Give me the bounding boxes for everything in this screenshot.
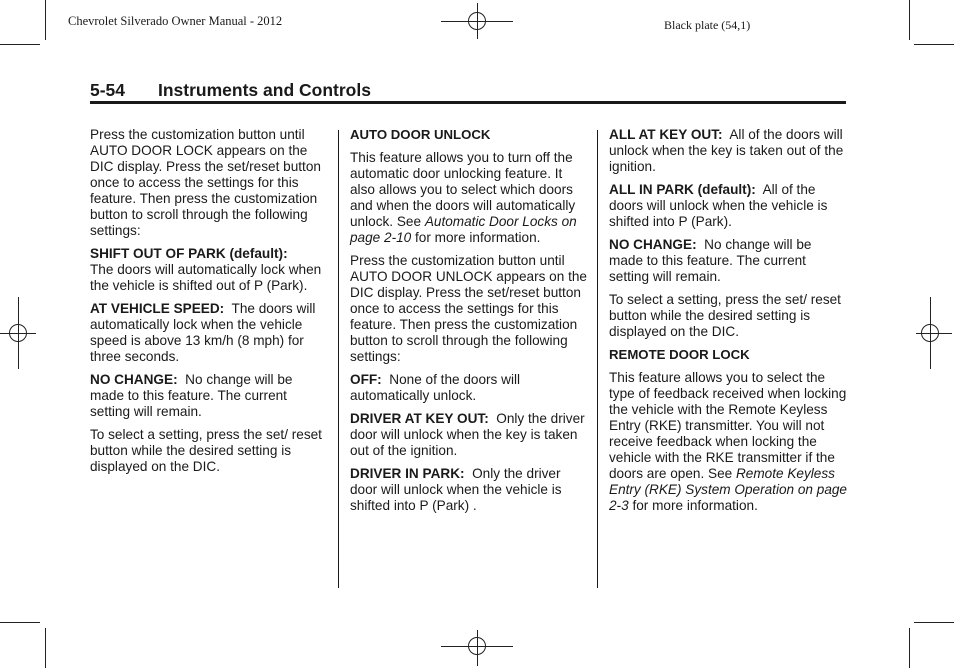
section-heading [90, 80, 371, 101]
manual-title: Chevrolet Silverado Owner Manual - 2012 [68, 14, 283, 28]
paragraph: Press the customization button until AUTO DOOR UNLOCK appears on the DIC display. Press the set/reset button once to access the settings for this feature. Then press the customization button to scroll through the following settings: [350, 253, 587, 364]
column-2 [350, 127, 590, 521]
setting-label: DRIVER IN PARK: [350, 466, 465, 481]
section-number: 5-54 [90, 80, 126, 100]
setting-label: NO CHANGE: [90, 372, 178, 387]
heading-rule [90, 101, 846, 104]
column-divider-1 [338, 130, 339, 588]
subsection-heading: REMOTE DOOR LOCK [609, 347, 750, 362]
paragraph: ALL IN PARK (default): All of the doors will unlock when the vehicle is shifted into P (Park). [609, 182, 828, 229]
paragraph: NO CHANGE: No change will be made to this feature. The current setting will remain. [609, 237, 812, 284]
subsection-heading: AUTO DOOR UNLOCK [350, 127, 491, 142]
paragraph: AT VEHICLE SPEED: The doors will automatically lock when the vehicle speed is above 13 km/h (8 mph) for three seconds. [90, 301, 316, 364]
column-3 [609, 127, 849, 521]
cross-reference[interactable]: Remote Keyless Entry (RKE) System Operation on page 2-3 [609, 466, 847, 513]
paragraph: DRIVER IN PARK: Only the driver door will unlock when the vehicle is shifted into P (Park) . [350, 466, 562, 513]
column-1 [90, 127, 330, 482]
setting-label: OFF: [350, 372, 382, 387]
paragraph: This feature allows you to turn off the automatic door unlocking feature. It also allows you to select which doors and when the doors will automatically unlock. See Automatic Door Locks on page 2-10 for more information. [350, 150, 577, 245]
paragraph: To select a setting, press the set/ reset button while the desired setting is displayed on the DIC. [90, 427, 322, 474]
paragraph: DRIVER AT KEY OUT: Only the driver door will unlock when the key is taken out of the ignition. [350, 411, 585, 458]
section-title: Instruments and Controls [158, 80, 371, 100]
paragraph: OFF: None of the doors will automatically unlock. [350, 372, 521, 403]
setting-label: DRIVER AT KEY OUT: [350, 411, 489, 426]
setting-label: NO CHANGE: [609, 237, 697, 252]
paragraph: ALL AT KEY OUT: All of the doors will unlock when the key is taken out of the ignition. [609, 127, 844, 174]
setting-label: SHIFT OUT OF PARK (default): [90, 246, 288, 261]
paragraph: NO CHANGE: No change will be made to this feature. The current setting will remain. [90, 372, 293, 419]
column-divider-2 [597, 130, 598, 588]
paragraph: To select a setting, press the set/ reset button while the desired setting is displayed on the DIC. [609, 292, 841, 339]
paragraph: Press the customization button until AUTO DOOR LOCK appears on the DIC display. Press the set/reset button once to access the settings for this feature. Then press the customization button to scroll through the following settings: [90, 127, 321, 238]
cross-reference[interactable]: Automatic Door Locks on page 2-10 [350, 214, 577, 245]
plate-label: Black plate (54,1) [664, 18, 751, 32]
setting-label: ALL IN PARK (default): [609, 182, 756, 197]
paragraph: SHIFT OUT OF PARK (default): The doors will automatically lock when the vehicle is shifted out of P (Park). [90, 246, 322, 293]
paragraph: This feature allows you to select the type of feedback received when locking the vehicle with the Remote Keyless Entry (RKE) transmitter. You will not receive feedback when locking the vehicle with the RKE transmitter if the doors are open. See Remote Keyless Entry (RKE) System Operation on page 2-3 for more information. [609, 370, 847, 513]
setting-label: ALL AT KEY OUT: [609, 127, 723, 142]
setting-label: AT VEHICLE SPEED: [90, 301, 225, 316]
